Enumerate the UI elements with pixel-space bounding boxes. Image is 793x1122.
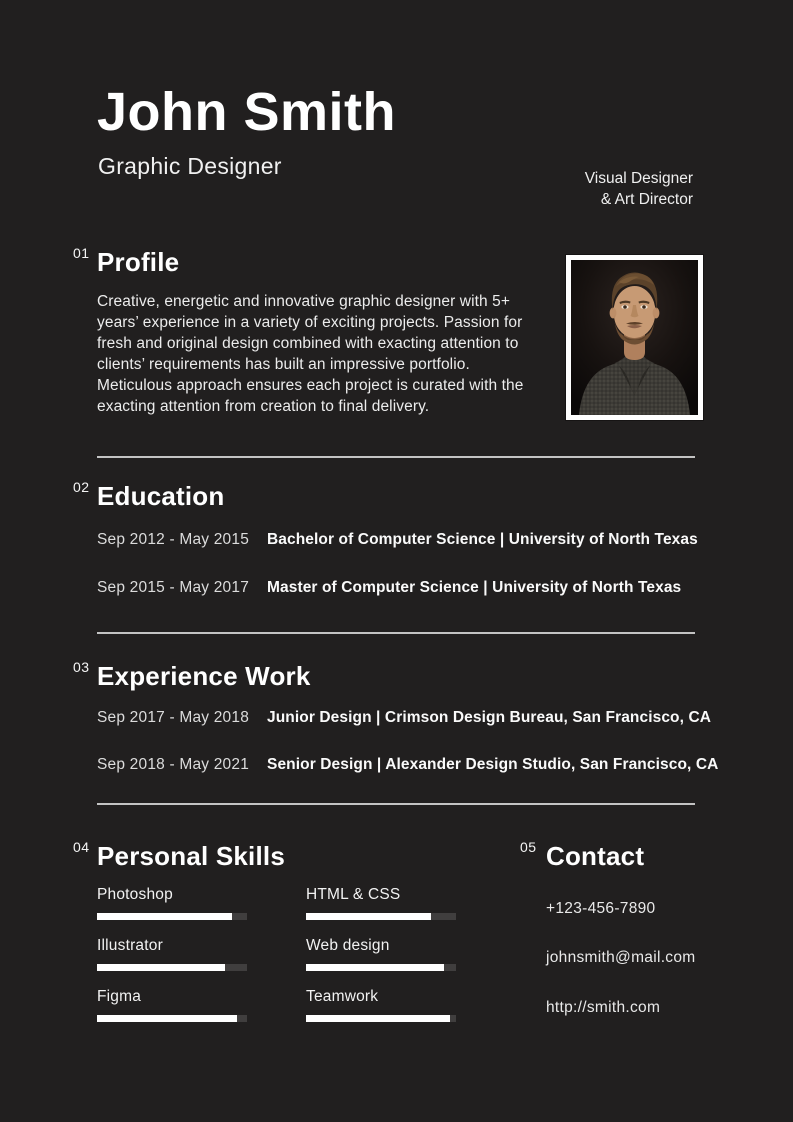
skill-item: [306, 886, 456, 920]
education-degree: Bachelor of Computer Science | University of North Texas: [267, 531, 698, 548]
skills-section-title: Personal Skills: [97, 841, 285, 871]
tagline-line-2: & Art Director: [600, 191, 693, 208]
tagline-line-1: Visual Designer: [584, 170, 693, 187]
profile-text: Creative, energetic and innovative graphic designer with 5+ years’ experience in a variety of exciting projects. Passion for fresh and original design combined with exacting attention to clients’ requirements has built an impressive portfolio. Meticulous approach ensures each project is curated with the exacting attention from creation to final delivery.: [97, 293, 524, 415]
skill-bar-fill: [306, 1015, 450, 1022]
education-section-number: 02: [73, 479, 90, 495]
profile-section-title: Profile: [97, 247, 180, 277]
skill-item: [97, 886, 247, 920]
experience-section-title: Experience Work: [97, 661, 311, 691]
skill-bar-fill: [97, 913, 232, 920]
portrait-photo: [566, 255, 703, 420]
skill-bar: [306, 964, 456, 971]
skill-label: HTML & CSS: [306, 886, 401, 903]
skill-item: [306, 988, 456, 1022]
person-role: Graphic Designer: [98, 153, 282, 179]
contact-section-title: Contact: [546, 841, 645, 871]
skill-bar: [306, 913, 456, 920]
education-section-title: Education: [97, 481, 225, 511]
divider: [97, 456, 695, 458]
skill-label: Illustrator: [97, 937, 163, 954]
skill-label: Photoshop: [97, 886, 173, 903]
experience-dates: Sep 2018 - May 2021: [97, 756, 250, 773]
skill-bar: [97, 1015, 247, 1022]
skill-bar: [97, 964, 247, 971]
experience-position: Senior Design | Alexander Design Studio, San Francisco, CA: [267, 756, 719, 773]
skill-bar-fill: [97, 1015, 237, 1022]
education-degree: Master of Computer Science | University of North Texas: [267, 579, 682, 596]
experience-position: Junior Design | Crimson Design Bureau, San Francisco, CA: [267, 709, 712, 726]
education-dates: Sep 2015 - May 2017: [97, 579, 250, 596]
portrait-photo-image: [571, 260, 698, 415]
contact-website: http://smith.com: [546, 999, 661, 1016]
skill-bar-fill: [97, 964, 225, 971]
tagline: [585, 168, 693, 210]
experience-section-number: 03: [73, 659, 90, 675]
person-name: John Smith: [97, 82, 396, 142]
skill-bar-fill: [306, 964, 444, 971]
contact-phone: +123-456-7890: [546, 900, 656, 917]
skill-bar: [97, 913, 247, 920]
skill-label: Teamwork: [306, 988, 379, 1005]
skill-item: [97, 937, 247, 971]
divider: [97, 803, 695, 805]
skill-label: Figma: [97, 988, 142, 1005]
skill-label: Web design: [306, 937, 390, 954]
skills-section-number: 04: [73, 839, 90, 855]
contact-email: johnsmith@mail.com: [546, 949, 696, 966]
skill-item: [306, 937, 456, 971]
profile-section-number: 01: [73, 245, 90, 261]
contact-section-number: 05: [520, 839, 537, 855]
experience-dates: Sep 2017 - May 2018: [97, 709, 250, 726]
skill-item: [97, 988, 247, 1022]
skill-bar: [306, 1015, 456, 1022]
skill-bar-fill: [306, 913, 431, 920]
divider: [97, 632, 695, 634]
education-dates: Sep 2012 - May 2015: [97, 531, 250, 548]
